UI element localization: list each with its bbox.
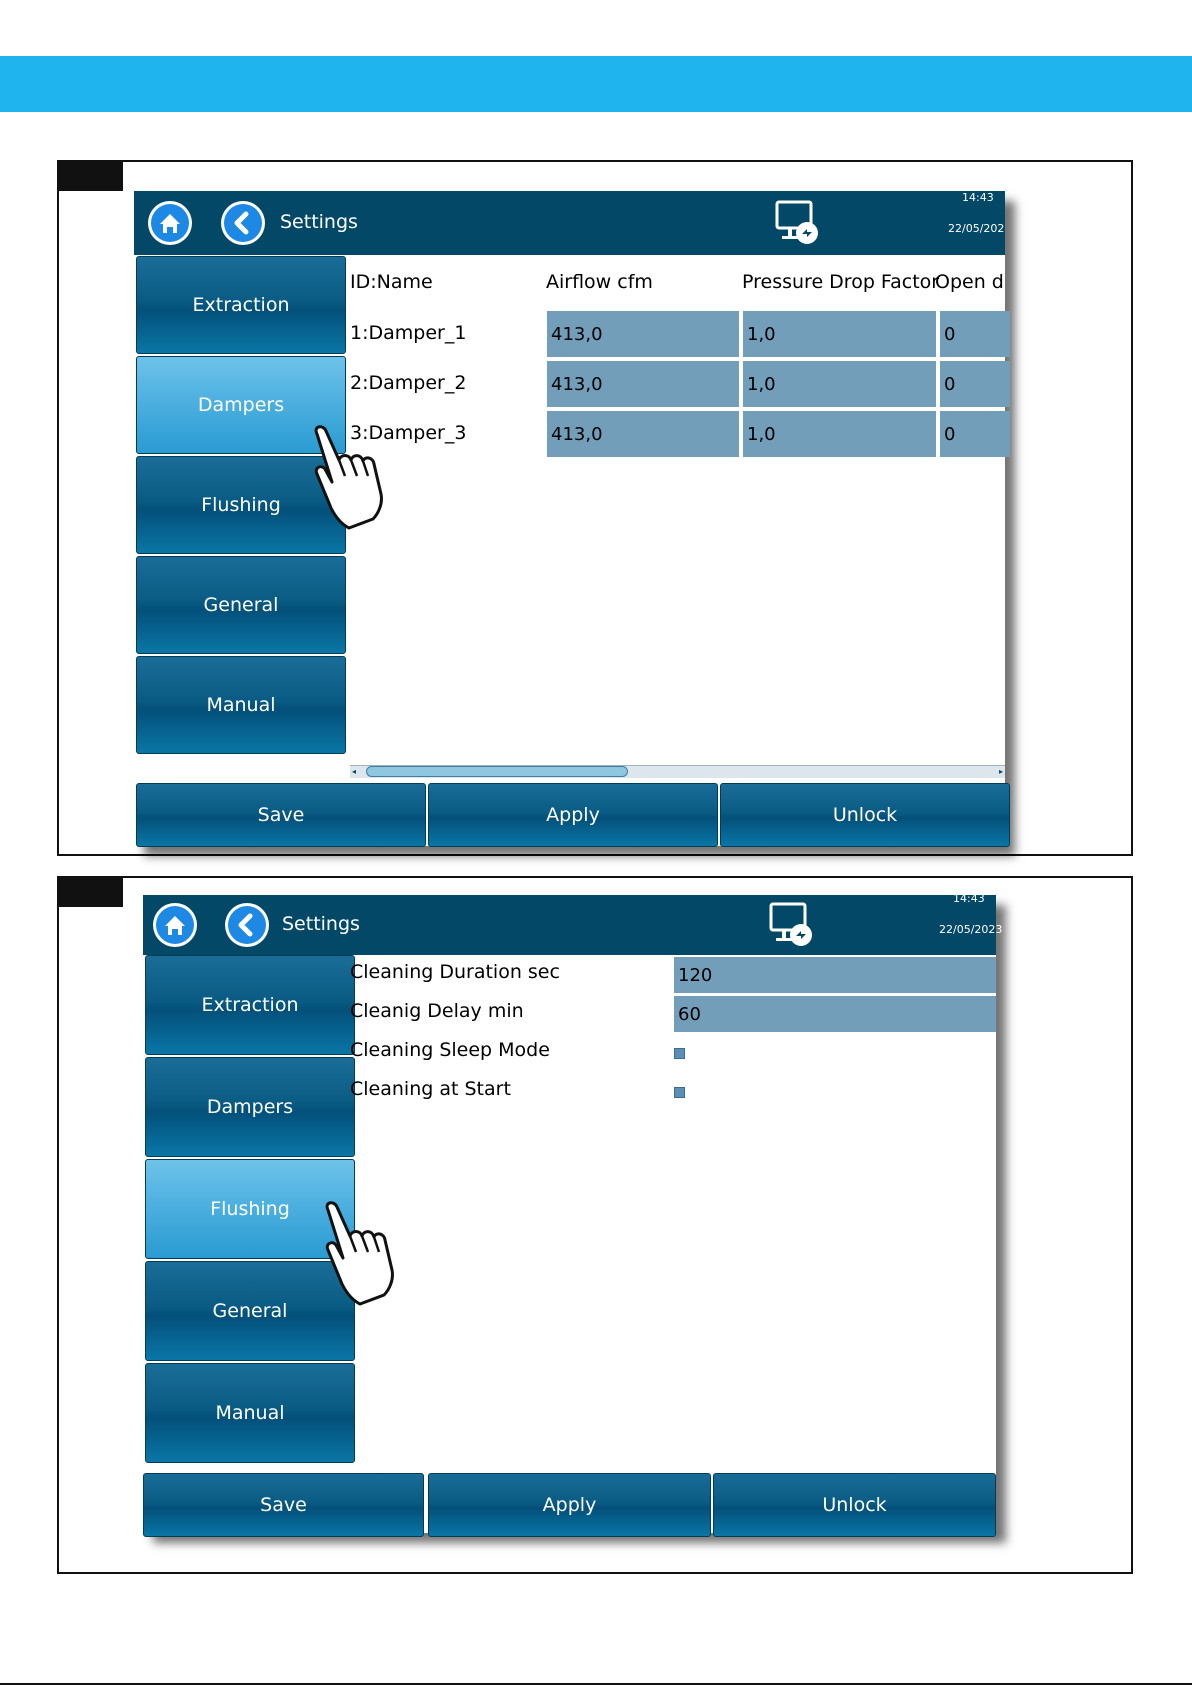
home-icon: [150, 203, 190, 243]
home-button[interactable]: [153, 903, 197, 947]
figure-number-tab: [57, 876, 123, 907]
airflow-cell[interactable]: 413,0: [547, 311, 739, 357]
clock-time: 14:43: [962, 191, 994, 204]
chevron-left-icon: [223, 203, 263, 243]
dampers-table: [350, 255, 1005, 776]
field-label: Cleanig Delay min: [350, 1000, 524, 1022]
back-button[interactable]: [221, 201, 265, 245]
airflow-cell[interactable]: 413,0: [547, 361, 739, 407]
page-title: Settings: [280, 211, 358, 233]
figure-number-tab: [57, 160, 123, 191]
menu-flushing[interactable]: Flushing: [136, 456, 346, 554]
menu-extraction[interactable]: Extraction: [145, 955, 355, 1055]
save-button[interactable]: Save: [143, 1473, 424, 1537]
page-title: Settings: [282, 913, 360, 935]
apply-button[interactable]: Apply: [428, 1473, 711, 1537]
pointing-hand-icon: [316, 1200, 406, 1310]
menu-flushing[interactable]: Flushing: [145, 1159, 355, 1259]
scroll-right-arrow[interactable]: ▸: [998, 767, 1003, 776]
unlock-button[interactable]: Unlock: [713, 1473, 996, 1537]
home-button[interactable]: [148, 201, 192, 245]
chevron-left-icon: [227, 905, 267, 945]
pressure-drop-cell[interactable]: 1,0: [743, 361, 936, 407]
open-cell[interactable]: 0: [940, 311, 1010, 357]
unlock-button[interactable]: Unlock: [720, 783, 1010, 847]
sleep-mode-checkbox[interactable]: [674, 1048, 685, 1059]
damper-name: 1:Damper_1: [350, 322, 467, 344]
open-cell[interactable]: 0: [940, 411, 1010, 457]
damper-name: 3:Damper_3: [350, 422, 467, 444]
cleaning-duration-input[interactable]: 120: [674, 957, 996, 993]
table-header: Airflow cfm: [546, 271, 653, 293]
horizontal-scrollbar[interactable]: [350, 765, 1005, 778]
clock-date: 22/05/202: [948, 222, 1005, 235]
airflow-cell[interactable]: 413,0: [547, 411, 739, 457]
figure-frame-1: [57, 160, 1133, 856]
pressure-drop-cell[interactable]: 1,0: [743, 411, 936, 457]
scroll-left-arrow[interactable]: ◂: [352, 767, 357, 776]
remote-monitor-icon[interactable]: [774, 199, 822, 245]
flushing-settings: [350, 955, 996, 1473]
cleaning-delay-input[interactable]: 60: [674, 996, 996, 1032]
clock-time: 14:43: [953, 892, 985, 905]
pointing-hand-icon: [305, 424, 395, 534]
pressure-drop-cell[interactable]: 1,0: [743, 311, 936, 357]
save-button[interactable]: Save: [136, 783, 426, 847]
top-bar: [134, 191, 1005, 255]
remote-monitor-icon[interactable]: [768, 901, 816, 947]
field-label: Cleaning at Start: [350, 1078, 511, 1100]
back-button[interactable]: [225, 903, 269, 947]
home-icon: [155, 905, 195, 945]
damper-name: 2:Damper_2: [350, 372, 467, 394]
apply-button[interactable]: Apply: [428, 783, 718, 847]
field-label: Cleaning Duration sec: [350, 961, 560, 983]
menu-general[interactable]: General: [145, 1261, 355, 1361]
header-band: [0, 56, 1192, 112]
scrollbar-thumb[interactable]: [366, 766, 628, 777]
open-cell[interactable]: 0: [940, 361, 1010, 407]
menu-general[interactable]: General: [136, 556, 346, 654]
menu-dampers[interactable]: Dampers: [145, 1057, 355, 1157]
hmi-screen-dampers: [134, 191, 1005, 846]
top-bar: [143, 892, 1003, 955]
table-header: Open d: [935, 271, 1004, 293]
figure-frame-2: [57, 876, 1133, 1574]
cleaning-at-start-checkbox[interactable]: [674, 1087, 685, 1098]
table-header: Pressure Drop Factor: [742, 271, 940, 293]
hmi-screen-flushing: [143, 892, 1003, 1533]
field-label: Cleaning Sleep Mode: [350, 1039, 550, 1061]
clock-date: 22/05/2023: [939, 923, 1003, 936]
table-header: ID:Name: [350, 271, 433, 293]
menu-dampers[interactable]: Dampers: [136, 356, 346, 454]
menu-manual[interactable]: Manual: [136, 656, 346, 754]
menu-extraction[interactable]: Extraction: [136, 256, 346, 354]
menu-manual[interactable]: Manual: [145, 1363, 355, 1463]
